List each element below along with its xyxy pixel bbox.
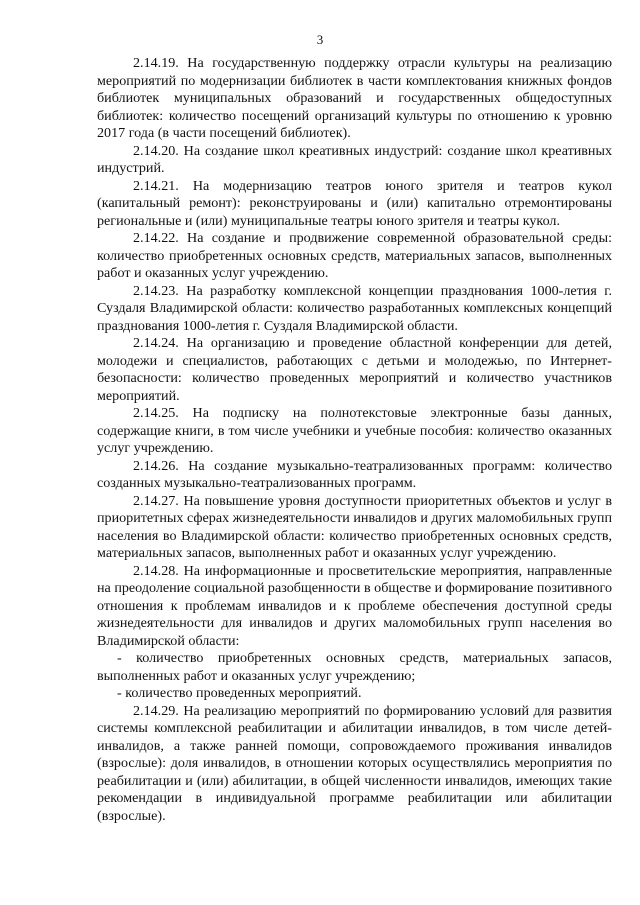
paragraph-2-14-20: 2.14.20. На создание школ креативных индустрий: создание школ креативных индустрий. [97, 142, 612, 176]
paragraph-2-14-19: 2.14.19. На государственную поддержку отрасли культуры на реализацию мероприятий по модернизации библиотек в части комплектования книжных фондов библиотек муниципальных образований и государственных общедоступных библиотек: количество посещений организаций культуры по отношению к уровню 2017 года (в части посещений библиотек). [97, 55, 612, 141]
paragraph-2-14-23: 2.14.23. На разработку комплексной концепции празднования 1000-летия г. Суздаля Владимирской области: количество разработанных комплексных концепций празднования 1000-летия г. Суздаля Владимирской области. [97, 282, 612, 334]
list-item: - количество проведенных мероприятий. [117, 685, 362, 701]
paragraph-2-14-26: 2.14.26. На создание музыкально-театрализованных программ: количество созданных музыкально-театрализованных программ. [97, 457, 612, 491]
paragraph-2-14-25: 2.14.25. На подписку на полнотекстовые электронные базы данных, содержащие книги, в том числе учебники и учебные пособия: количество оказанных услуг учреждению. [97, 405, 612, 456]
document-body [97, 55, 612, 825]
page-number: 3 [316, 32, 324, 47]
paragraph-2-14-27: 2.14.27. На повышение уровня доступности приоритетных объектов и услуг в приоритетных сферах жизнедеятельности инвалидов и других маломобильных групп населения во Владимирской области: количество приобретенных основных средств, материальных запасов, выполненных работ и оказанных услуг учреждению. [97, 492, 612, 561]
paragraph-2-14-24: 2.14.24. На организацию и проведение областной конференции для детей, молодежи и специалистов, работающих с детьми и молодежью, по Интернет-безопасности: количество проведенных мероприятий и количество участников мероприятий. [97, 335, 612, 404]
paragraph-2-14-22: 2.14.22. На создание и продвижение современной образовательной среды: количество приобретенных основных средств, материальных запасов, выполненных работ и оказанных услуг учреждению. [97, 230, 612, 281]
paragraph-2-14-29: 2.14.29. На реализацию мероприятий по формированию условий для развития системы комплексной реабилитации и абилитации инвалидов, в том числе детей-инвалидов, а также ранней помощи, сопровождаемого проживания инвалидов (взрослые): доля инвалидов, в отношении которых осуществлялись мероприятия по реабилитации и (или) абилитации, в общей численности инвалидов, имеющих такие рекомендации в индивидуальной программе реабилитации или абилитации (взрослые). [97, 702, 612, 824]
list-item: - количество приобретенных основных средств, материальных запасов, выполненных работ и оказанных услуг учреждению; [97, 650, 612, 684]
paragraph-2-14-28: 2.14.28. На информационные и просветительские мероприятия, направленные на преодоление социальной разобщенности в обществе и формирование позитивного отношения к проблемам инвалидов и к проблеме обеспечения доступной среды жизнедеятельности для инвалидов и других маломобильных групп населения во Владимирской области: [97, 562, 612, 649]
paragraph-2-14-21: 2.14.21. На модернизацию театров юного зрителя и театров кукол (капитальный ремонт): реконструированы и (или) капитально отремонтированы региональные и (или) муниципальные театры юного зрителя и театры кукол. [97, 177, 612, 229]
